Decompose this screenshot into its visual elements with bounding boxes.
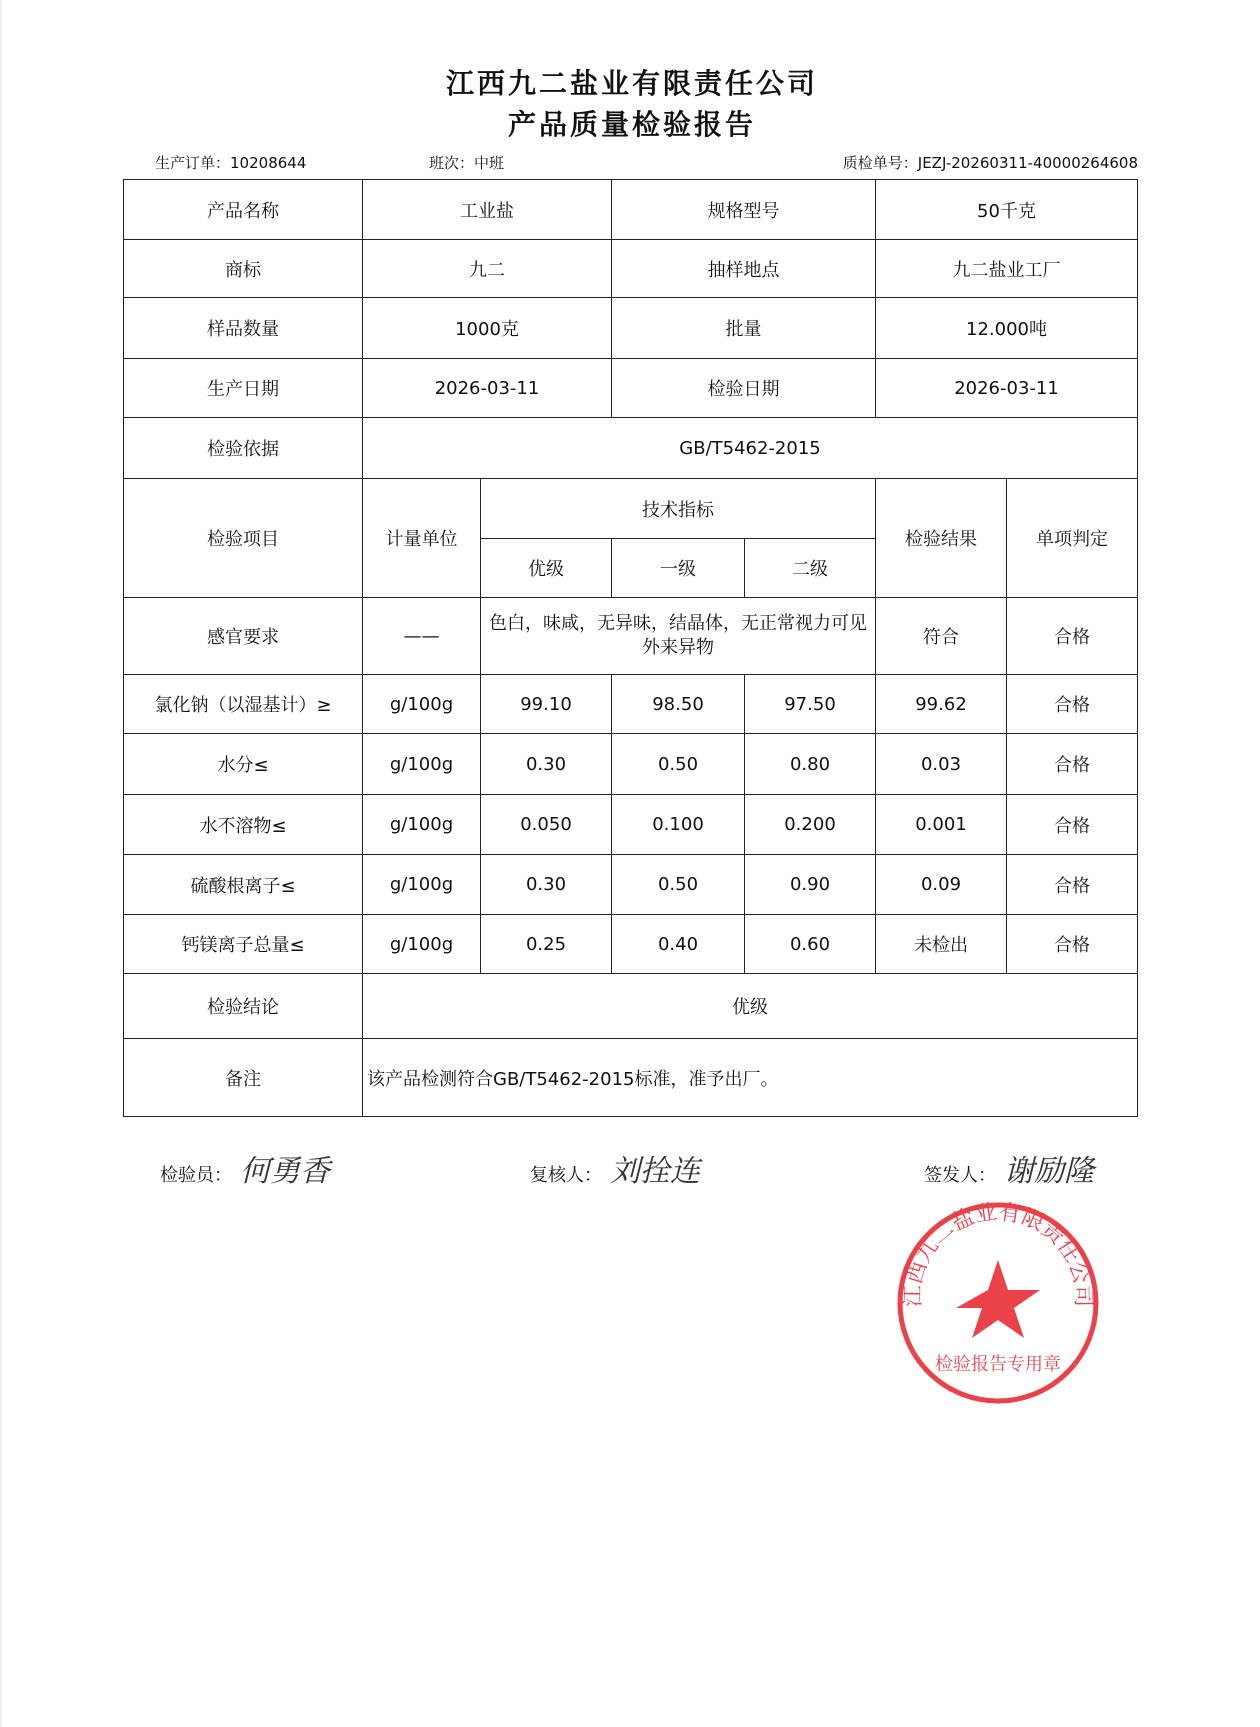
table-cell: 0.30: [481, 855, 612, 915]
table-cell: g/100g: [363, 855, 481, 915]
table-cell: 98.50: [612, 675, 745, 734]
table-cell: 合格: [1007, 795, 1138, 855]
report-title: 产品质量检验报告: [507, 108, 756, 141]
company-seal-stamp: [895, 1200, 1101, 1406]
table-cell: 0.050: [481, 795, 612, 855]
info-label: 规格型号: [612, 180, 876, 240]
info-label: 产品名称: [124, 180, 363, 240]
items-header-row: 检验项目 计量单位 技术指标 检验结果 单项判定: [124, 479, 1138, 539]
table-cell: 氯化钠（以湿基计）≥: [124, 675, 363, 734]
table-cell: g/100g: [363, 915, 481, 974]
info-row: [124, 180, 1138, 240]
stamp-ring-text: 江西九二盐业有限责任公司: [900, 1200, 1096, 1308]
info-value: 50千克: [876, 180, 1138, 240]
table-cell: 钙镁离子总量≤: [124, 915, 363, 974]
info-row: [124, 298, 1138, 359]
qc-number: 质检单号：JEZJ-20260311-40000264608: [842, 154, 1138, 172]
inspector-signature: 检验员： 何勇香: [160, 1154, 330, 1189]
table-row: [124, 795, 1138, 855]
conclusion-row: 检验结论 优级: [124, 974, 1138, 1039]
table-row: [124, 675, 1138, 734]
reviewer-signature: 复核人： 刘拴连: [530, 1154, 700, 1189]
table-cell: g/100g: [363, 675, 481, 734]
table-cell: 0.001: [876, 795, 1007, 855]
info-label: 样品数量: [124, 298, 363, 359]
table-cell: 0.03: [876, 734, 1007, 795]
info-label: 抽样地点: [612, 240, 876, 298]
order-number: 生产订单：10208644: [155, 154, 307, 172]
table-row: [124, 734, 1138, 795]
info-value: 2026-03-11: [876, 359, 1138, 418]
table-cell: 合格: [1007, 734, 1138, 795]
info-label: 生产日期: [124, 359, 363, 418]
table-cell: 硫酸根离子≤: [124, 855, 363, 915]
table-cell: 水分≤: [124, 734, 363, 795]
info-value: 12.000吨: [876, 298, 1138, 359]
table-cell: 0.90: [745, 855, 876, 915]
table-cell: 合格: [1007, 675, 1138, 734]
table-cell: 99.62: [876, 675, 1007, 734]
info-label: 检验日期: [612, 359, 876, 418]
table-cell: 97.50: [745, 675, 876, 734]
table-cell: 0.60: [745, 915, 876, 974]
info-value: 九二盐业工厂: [876, 240, 1138, 298]
stamp-bottom-text: 检验报告专用章: [935, 1354, 1061, 1375]
issuer-signature: 签发人： 谢励隆: [924, 1154, 1094, 1189]
table-cell: 0.25: [481, 915, 612, 974]
grade-header-row: 优级 一级 二级: [124, 539, 1138, 598]
table-cell: 0.50: [612, 855, 745, 915]
remark-row: 备注 该产品检测符合GB/T5462-2015标准，准予出厂。: [124, 1039, 1138, 1117]
info-value: 九二: [363, 240, 612, 298]
info-value: 1000克: [363, 298, 612, 359]
table-cell: g/100g: [363, 734, 481, 795]
basis-row: 检验依据 GB/T5462-2015: [124, 418, 1138, 479]
inspection-table: [123, 179, 1138, 1117]
info-row: [124, 240, 1138, 298]
table-cell: 0.200: [745, 795, 876, 855]
info-row: [124, 359, 1138, 418]
info-label: 批量: [612, 298, 876, 359]
table-cell: 0.80: [745, 734, 876, 795]
table-cell: 0.100: [612, 795, 745, 855]
table-row: [124, 915, 1138, 974]
table-cell: 99.10: [481, 675, 612, 734]
table-cell: 0.09: [876, 855, 1007, 915]
table-cell: 0.30: [481, 734, 612, 795]
info-label: 商标: [124, 240, 363, 298]
company-name: 江西九二盐业有限责任公司: [445, 67, 818, 100]
table-cell: 0.50: [612, 734, 745, 795]
sensory-row: 感官要求 —— 色白，味咸，无异味，结晶体，无正常视力可见外来异物 符合 合格: [124, 598, 1138, 675]
info-value: 2026-03-11: [363, 359, 612, 418]
star-icon: [956, 1260, 1040, 1338]
table-cell: 未检出: [876, 915, 1007, 974]
table-row: [124, 855, 1138, 915]
table-cell: 合格: [1007, 855, 1138, 915]
info-value: 工业盐: [363, 180, 612, 240]
shift: 班次：中班: [429, 154, 505, 172]
table-cell: 0.40: [612, 915, 745, 974]
table-cell: g/100g: [363, 795, 481, 855]
table-cell: 水不溶物≤: [124, 795, 363, 855]
table-cell: 合格: [1007, 915, 1138, 974]
